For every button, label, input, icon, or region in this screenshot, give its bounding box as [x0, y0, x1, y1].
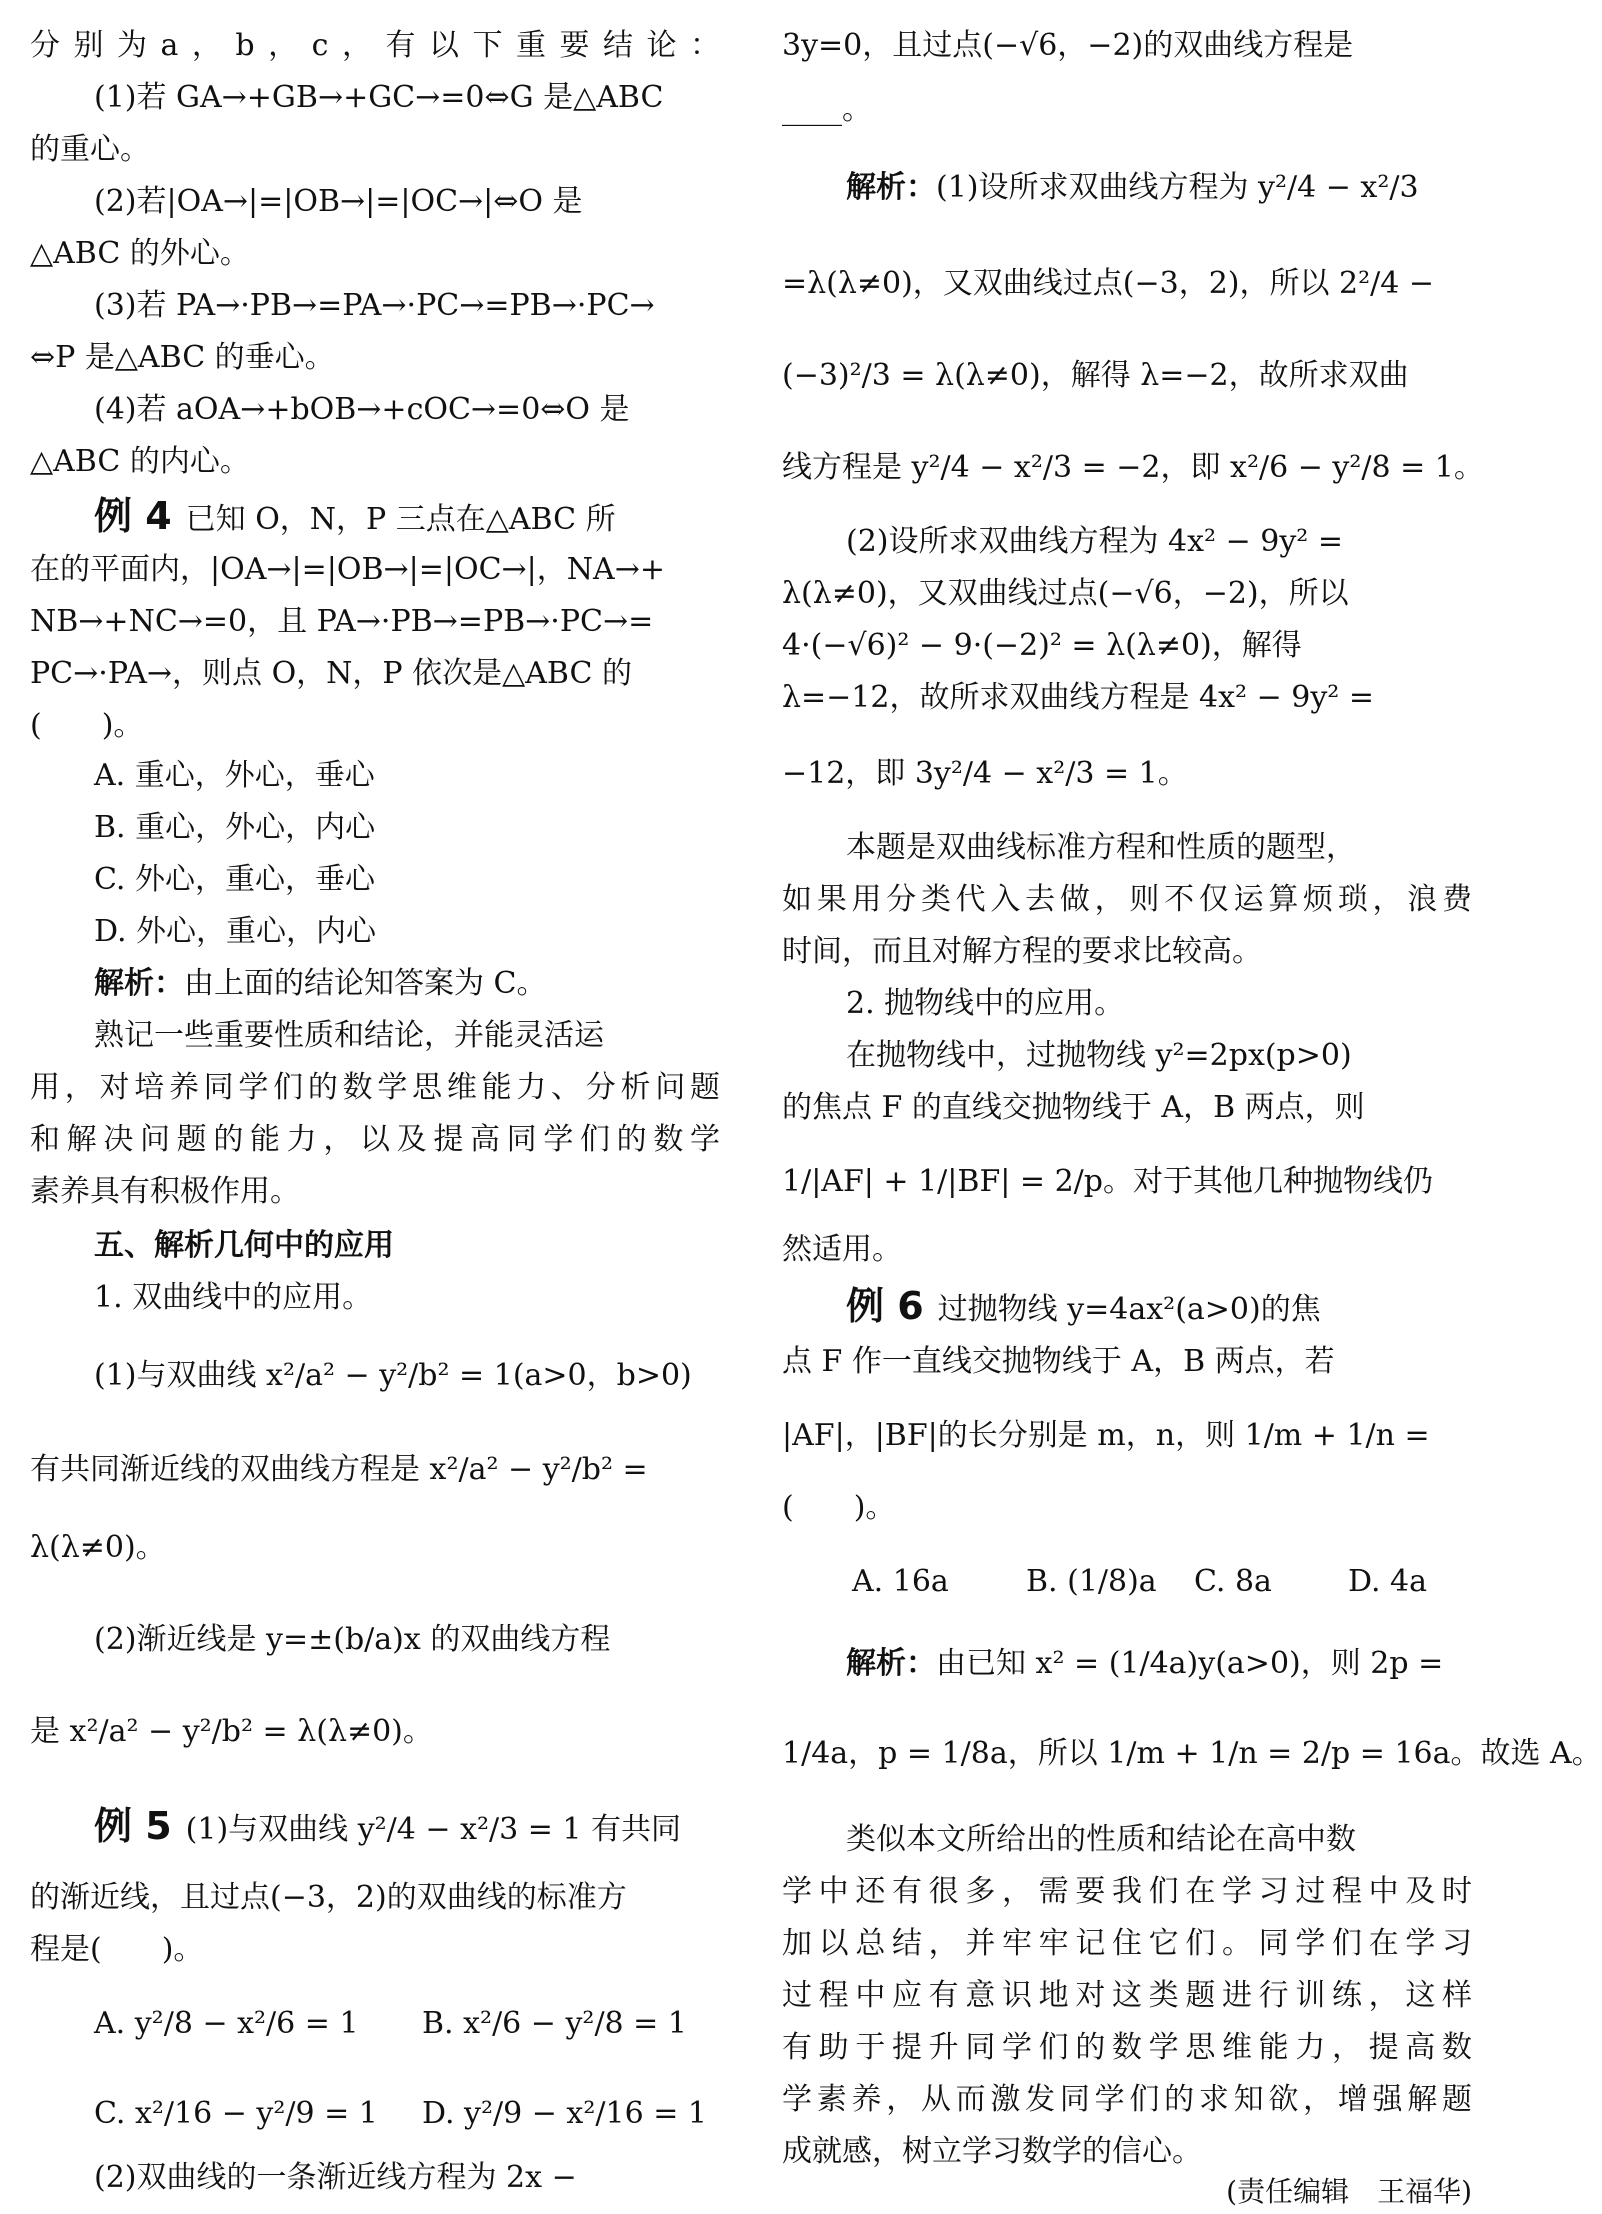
- text-line: ⇔P 是△ABC 的垂心。: [30, 340, 335, 375]
- answer-blank: ( )。: [782, 1490, 896, 1525]
- analysis-line: [846, 164, 1536, 212]
- text-line: 素养具有积极作用。: [30, 1174, 300, 1209]
- option-b: B. (1/8)a: [1026, 1564, 1157, 1599]
- example-6-heading: [846, 1282, 1536, 1334]
- text-line: (2)若|OA→|=|OB→|=|OC→|⇔O 是: [94, 184, 583, 219]
- text-line: (1)与双曲线 y²/4 − x²/3 = 1 有共同: [185, 1812, 682, 1847]
- text-line: λ(λ≠0)，又双曲线过点(−√6，−2)，所以: [782, 576, 1349, 611]
- text-line: 分别为a，b，c，有以下重要结论：: [30, 28, 720, 63]
- text-line: △ABC 的内心。: [30, 444, 250, 479]
- option-a: A. 16a: [852, 1564, 949, 1599]
- option-c: C. x²/16 − y²/9 = 1: [94, 2096, 378, 2131]
- text-line: 1/|AF| + 1/|BF| = 2/p。对于其他几种抛物线仍: [782, 1164, 1433, 1199]
- text-line: (2)设所求双曲线方程为 4x² − 9y² =: [846, 524, 1344, 559]
- text-line: 熟记一些重要性质和结论，并能灵活运: [94, 1018, 604, 1053]
- option-d: D. y²/9 − x²/16 = 1: [422, 2096, 707, 2131]
- text-line: (2)渐近线是 y=±(b/a)x 的双曲线方程: [94, 1622, 611, 1657]
- text-line: 学中还有很多，需要我们在学习过程中及时: [782, 1874, 1472, 1909]
- option-b: B. x²/6 − y²/8 = 1: [422, 2006, 687, 2041]
- text-line: (3)若 PA→·PB→=PA→·PC→=PB→·PC→: [94, 288, 655, 323]
- text-line: 程是( )。: [30, 1932, 204, 1967]
- text-line: 的渐近线，且过点(−3，2)的双曲线的标准方: [30, 1880, 627, 1915]
- text-line: 的重心。: [30, 132, 150, 167]
- text-line: NB→+NC→=0，且 PA→·PB→=PB→·PC→=: [30, 604, 654, 639]
- text-line: λ(λ≠0)。: [30, 1530, 166, 1565]
- text-line: (4)若 aOA→+bOB→+cOC→=0⇔O 是: [94, 392, 630, 427]
- text-line: 类似本文所给出的性质和结论在高中数: [846, 1822, 1356, 1857]
- text-line: 过程中应有意识地对这类题进行训练，这样: [782, 1978, 1472, 2013]
- example-label: 例 6: [846, 1284, 924, 1328]
- example-4-analysis: [94, 960, 784, 1008]
- example-label: 例 5: [94, 1804, 172, 1848]
- text-line: 点 F 作一直线交抛物线于 A，B 两点，若: [782, 1344, 1335, 1379]
- text-line: 已知 O，N，P 三点在△ABC 所: [185, 502, 616, 537]
- option-b: B. 重心，外心，内心: [94, 810, 376, 845]
- option-c: C. 8a: [1194, 1564, 1272, 1599]
- option-a: A. 重心，外心，垂心: [94, 758, 375, 793]
- text-line: =λ(λ≠0)，又双曲线过点(−3，2)，所以 2²/4 −: [782, 266, 1435, 301]
- text-line: 过抛物线 y=4ax²(a>0)的焦: [937, 1292, 1321, 1327]
- analysis-label: 解析：: [846, 170, 936, 205]
- example-6-analysis: [846, 1640, 1536, 1688]
- text-line: 本题是双曲线标准方程和性质的题型，: [846, 830, 1356, 865]
- text-line: 的焦点 F 的直线交抛物线于 A，B 两点，则: [782, 1090, 1365, 1125]
- analysis-label: 解析：: [846, 1646, 936, 1681]
- text-line: 是 x²/a² − y²/b² = λ(λ≠0)。: [30, 1714, 433, 1749]
- text-line: 在的平面内，|OA→|=|OB→|=|OC→|，NA→+: [30, 552, 665, 587]
- analysis-text: (1)设所求双曲线方程为 y²/4 − x²/3: [936, 170, 1419, 205]
- text-line: 4·(−√6)² − 9·(−2)² = λ(λ≠0)，解得: [782, 628, 1302, 663]
- text-line: (2)双曲线的一条渐近线方程为 2x −: [94, 2160, 577, 2195]
- answer-blank: ( )。: [30, 708, 144, 743]
- section-title: 五、解析几何中的应用: [94, 1228, 394, 1263]
- example-4-heading: [94, 492, 720, 544]
- text-line: 时间，而且对解方程的要求比较高。: [782, 934, 1262, 969]
- text-line: 在抛物线中，过抛物线 y²=2px(p>0): [846, 1038, 1352, 1073]
- text-line: λ=−12，故所求双曲线方程是 4x² − 9y² =: [782, 680, 1374, 715]
- text-line: △ABC 的外心。: [30, 236, 250, 271]
- text-line: 学素养，从而激发同学们的求知欲，增强解题: [782, 2082, 1472, 2117]
- text-line: 有共同渐近线的双曲线方程是 x²/a² − y²/b² =: [30, 1452, 648, 1487]
- text-line: 线方程是 y²/4 − x²/3 = −2，即 x²/6 − y²/8 = 1。: [782, 450, 1484, 485]
- option-c: C. 外心，重心，垂心: [94, 862, 375, 897]
- text-line: 用，对培养同学们的数学思维能力、分析问题: [30, 1070, 720, 1105]
- subsection-title: 1. 双曲线中的应用。: [94, 1280, 373, 1315]
- text-line: 3y=0，且过点(−√6，−2)的双曲线方程是: [782, 28, 1354, 63]
- example-5-heading: [94, 1802, 784, 1854]
- analysis-label: 解析：: [94, 966, 184, 1001]
- text-line: 如果用分类代入去做，则不仅运算烦琐，浪费: [782, 882, 1472, 917]
- text-line: 1/4a，p = 1/8a，所以 1/m + 1/n = 2/p = 16a。故选 A。: [782, 1736, 1602, 1771]
- text-line: 然适用。: [782, 1232, 902, 1267]
- text-line: (1)若 GA→+GB→+GC→=0⇔G 是△ABC: [94, 80, 664, 115]
- text-line: 成就感，树立学习数学的信心。: [782, 2134, 1202, 2169]
- analysis-text: 由已知 x² = (1/4a)y(a>0)，则 2p =: [936, 1646, 1444, 1681]
- subsection-title: 2. 抛物线中的应用。: [846, 986, 1125, 1021]
- text-line: 加以总结，并牢牢记住它们。同学们在学习: [782, 1926, 1472, 1961]
- text-line: PC→·PA→，则点 O，N，P 依次是△ABC 的: [30, 656, 632, 691]
- analysis-text: 由上面的结论知答案为 C。: [184, 966, 547, 1001]
- answer-blank: ____。: [782, 92, 872, 127]
- text-line: −12，即 3y²/4 − x²/3 = 1。: [782, 756, 1188, 791]
- text-line: (1)与双曲线 x²/a² − y²/b² = 1(a>0，b>0): [94, 1358, 692, 1393]
- option-a: A. y²/8 − x²/6 = 1: [94, 2006, 359, 2041]
- option-d: D. 4a: [1348, 1564, 1428, 1599]
- text-line: 和解决问题的能力，以及提高同学们的数学: [30, 1122, 720, 1157]
- text-line: |AF|，|BF|的长分别是 m，n，则 1/m + 1/n =: [782, 1418, 1430, 1453]
- example-label: 例 4: [94, 494, 172, 538]
- text-line: (−3)²/3 = λ(λ≠0)，解得 λ=−2，故所求双曲: [782, 358, 1409, 393]
- editor-note: (责任编辑 王福华): [1226, 2175, 1472, 2208]
- option-d: D. 外心，重心，内心: [94, 914, 377, 949]
- text-line: 有助于提升同学们的数学思维能力，提高数: [782, 2030, 1472, 2065]
